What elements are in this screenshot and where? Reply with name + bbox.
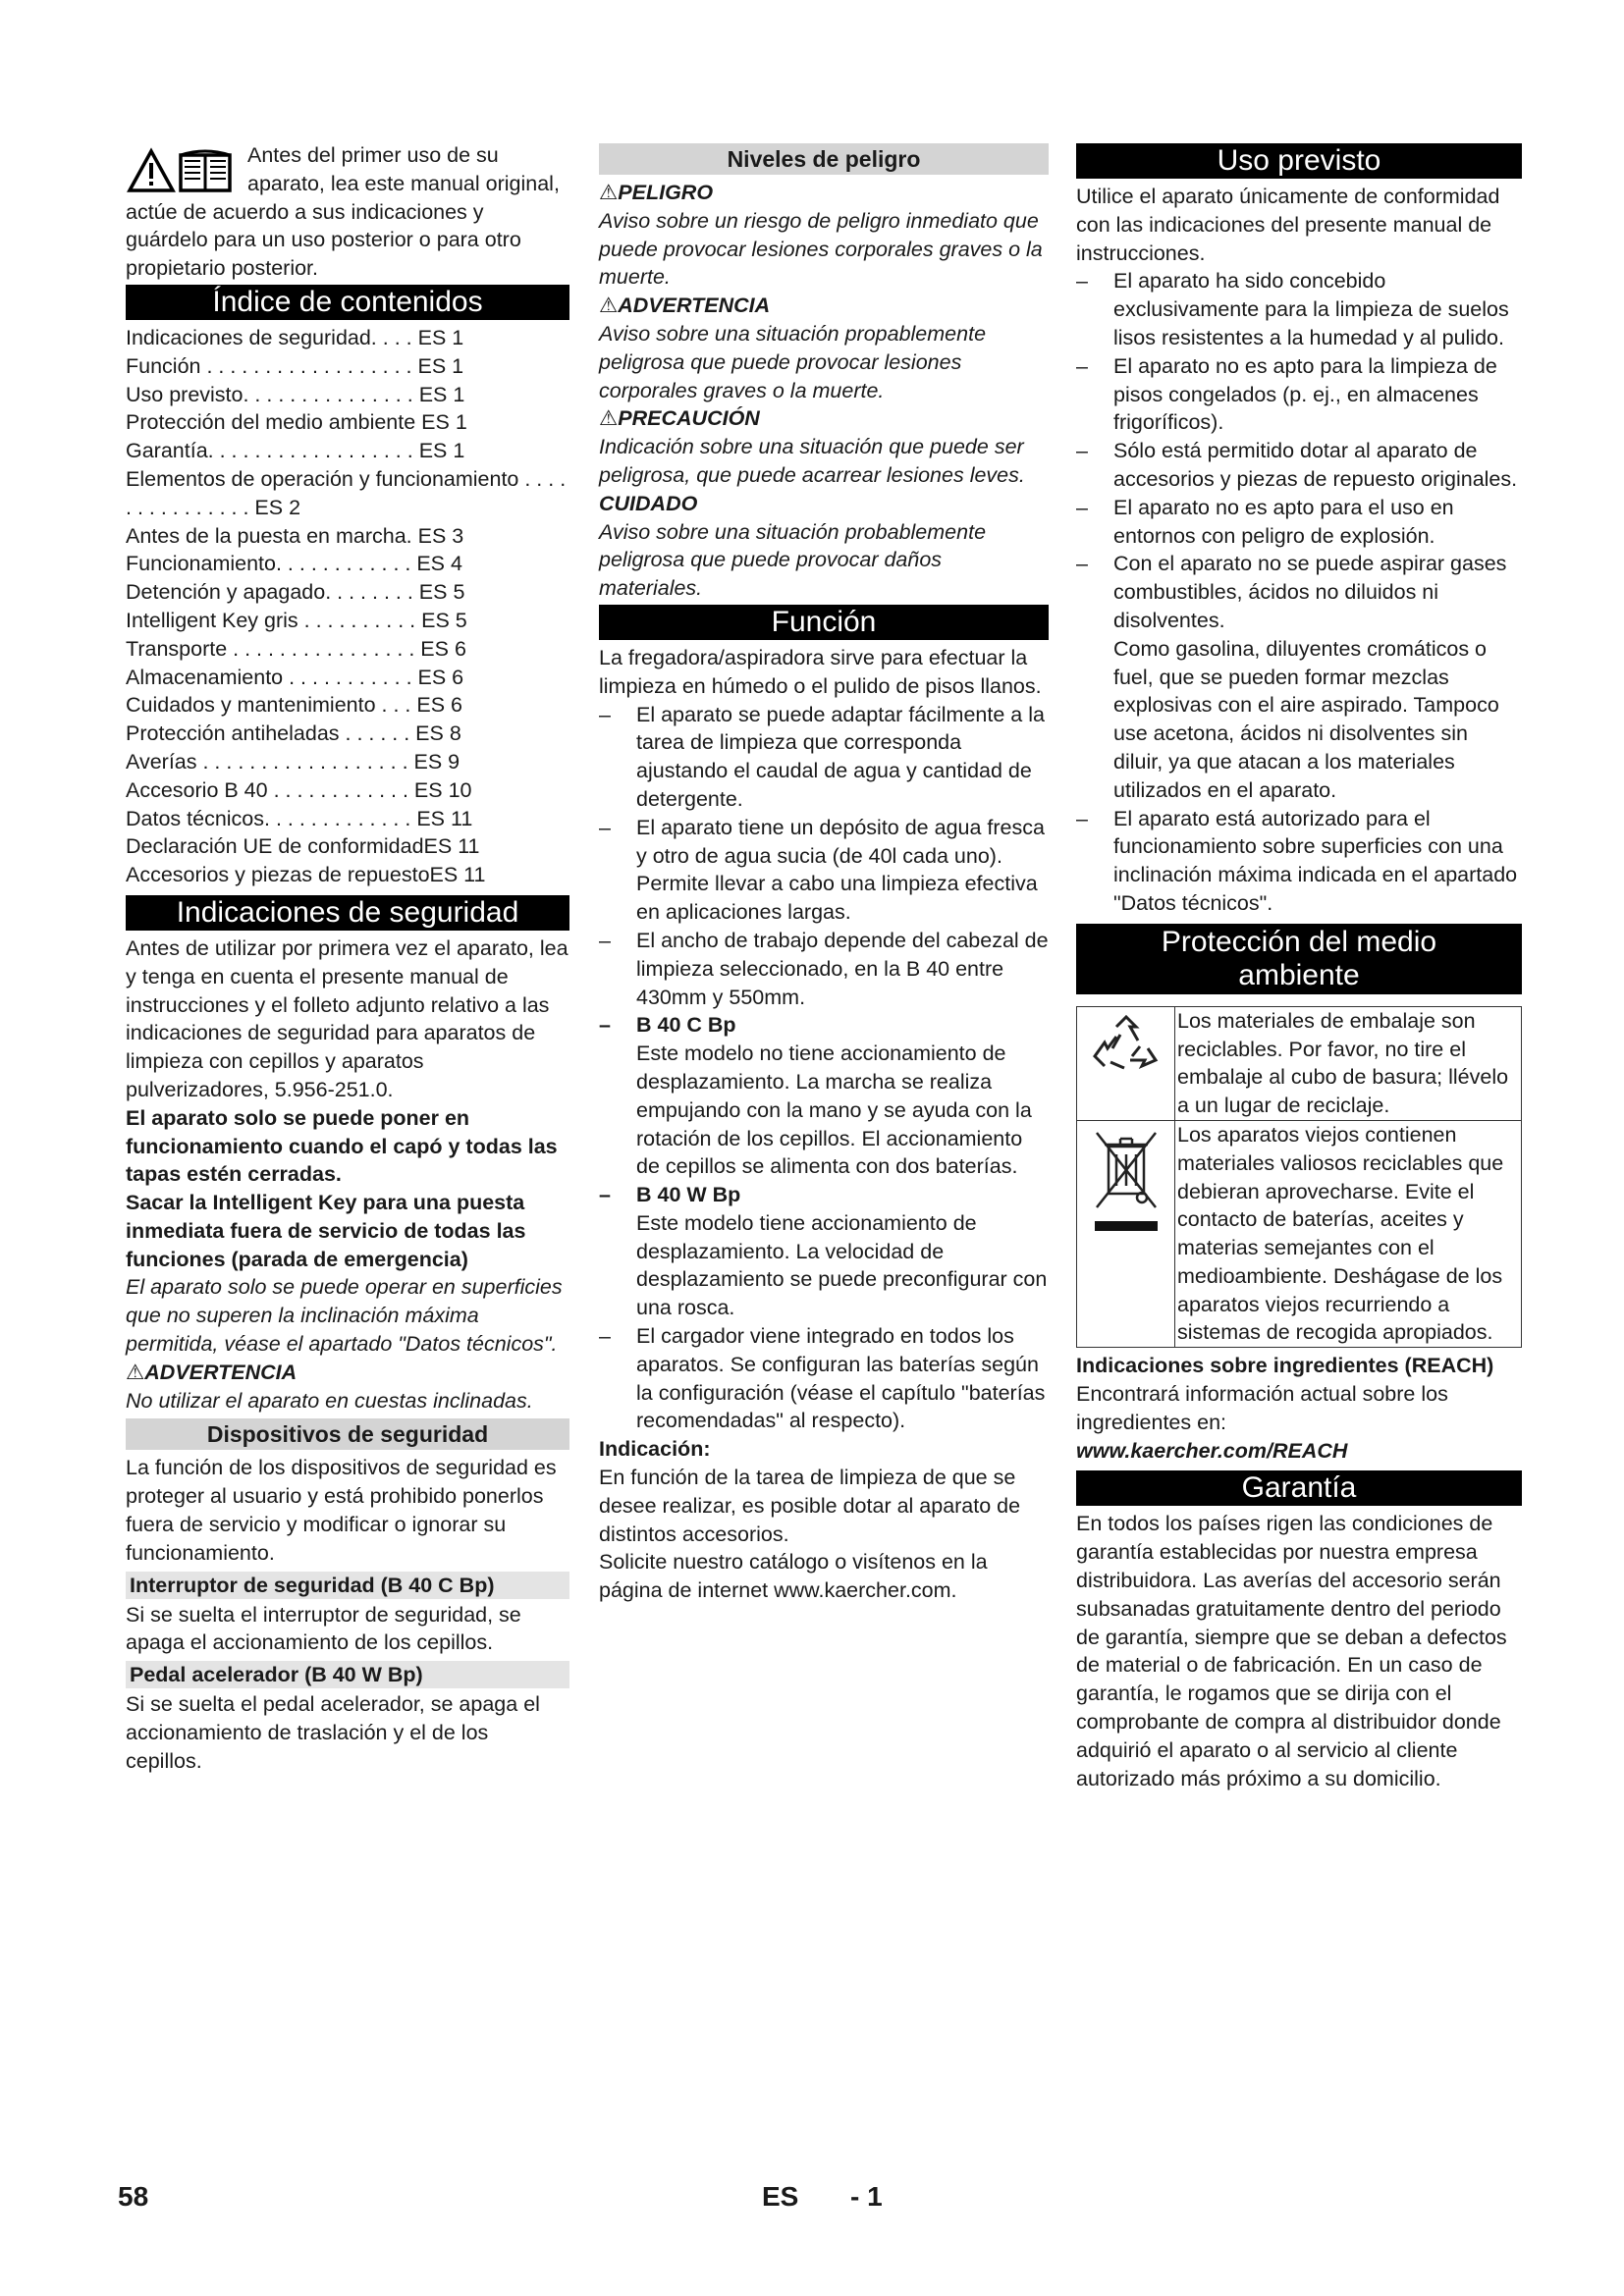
devices-heading: Dispositivos de seguridad — [126, 1418, 569, 1450]
use-item: – El aparato está autorizado para el funcionamiento sobre superficies con una inclinación máxima indicada en el apartado "Datos técnicos". — [1076, 806, 1518, 915]
function-item: – El aparato se puede adaptar fácilmente a la tarea de limpieza que corresponda ajustando el caudal de agua y cantidad de detergente. — [599, 702, 1045, 811]
safety-warning-label: ⚠ADVERTENCIA — [126, 1360, 298, 1384]
page-number: 58 — [118, 2181, 149, 2212]
b40w-label: – B 40 W Bp — [599, 1183, 741, 1207]
switch-text: Si se suelta el interruptor de seguridad, se apaga el accionamiento de los cepillos. — [126, 1602, 521, 1655]
toc-entry[interactable]: Indicaciones de seguridad. . . . ES 1 — [126, 325, 464, 349]
b40c-text: Este modelo no tiene accionamiento de desplazamiento. La marcha se realiza empujando con la mano y se ayuda con la rotación de los cepillos. El accionamiento de cepillos se alimenta con dos baterías. — [636, 1041, 1032, 1179]
note-label: Indicación: — [599, 1437, 711, 1462]
environment-table — [1076, 1006, 1522, 1349]
environment-heading: Protección del medio ambiente — [1076, 924, 1522, 994]
precaucion-text: Indicación sobre una situación que puede ser peligrosa, que puede acarrear lesiones leves. — [599, 435, 1025, 487]
old-devices-text: Los aparatos viejos contienen materiales valiosos reciclables que debieran aprovecharse. Evite el contacto de baterías, aceites y materias semejantes con el medioambiente. Deshágase de los aparatos viejos recurriendo a sistemas de recogida apropiados. — [1175, 1120, 1521, 1347]
toc-entry[interactable]: Accesorio B 40 . . . . . . . . . . . . ES 10 — [126, 777, 472, 802]
toc-entry[interactable]: Uso previsto. . . . . . . . . . . . . . . ES 1 — [126, 382, 465, 406]
wheelie-bin-crossed-icon — [1077, 1120, 1175, 1347]
charger-item: – El cargador viene integrado en todos los aparatos. Se configuran las baterías según la configuración (véase el capítulo "baterías recomendadas" al respecto). — [599, 1324, 1046, 1433]
intro-text: Antes del primer uso de su aparato, lea este manual original, actúe de acuerdo a sus indicaciones y guárdelo para un uso posterior o para otro propietario posterior. — [126, 143, 560, 281]
advertencia-text: Aviso sobre una situación propablemente peligrosa que puede provocar lesiones corporales graves o la muerte. — [599, 321, 987, 402]
toc-entry[interactable]: Protección del medio ambiente ES 1 — [126, 410, 467, 435]
use-heading: Uso previsto — [1076, 143, 1522, 179]
warranty-text: En todos los países rigen las condiciones de garantía establecidas por nuestra empresa distribuidora. Las averías del accesorio serán subsanadas gratuitamente dentro del periodo de garantía, siempre que se deban a defectos de material o de fabricación. En un caso de garantía, le rogamos que se dirija con el comprobante de compra al distribuidor donde adquirió el aparato o al servicio al cliente autorizado más próximo a su domicilio. — [1076, 1512, 1507, 1790]
footer-language: ES — [762, 2181, 799, 2212]
toc-entry[interactable]: Funcionamiento. . . . . . . . . . . . ES 4 — [126, 552, 462, 576]
use-item: – El aparato ha sido concebido exclusivamente para la limpieza de suelos lisos resistentes a la humedad y al pulido. — [1076, 269, 1509, 349]
toc-entry[interactable]: Detención y apagado. . . . . . . . ES 5 — [126, 580, 465, 605]
use-item: – El aparato no es apto para la limpieza de pisos congelados (p. ej., en almacenes frigoríficos). — [1076, 353, 1497, 435]
toc-entry[interactable]: Declaración UE de conformidadES 11 — [126, 834, 480, 859]
column-left — [126, 141, 569, 1776]
function-heading: Función — [599, 605, 1049, 640]
use-intro: Utilice el aparato únicamente de conformidad con las indicaciones del presente manual de instrucciones. — [1076, 185, 1500, 265]
pedal-text: Si se suelta el pedal acelerador, se apaga el accionamiento de traslación y el de los cepillos. — [126, 1692, 540, 1773]
peligro-text: Aviso sobre un riesgo de peligro inmediato que puede provocar lesiones corporales graves o la muerte. — [599, 208, 1043, 290]
warning-icon: ⚠ — [599, 406, 619, 431]
warning-icon: ⚠ — [599, 181, 619, 204]
advertencia-label: ⚠ADVERTENCIA — [599, 294, 771, 318]
function-item: – El ancho de trabajo depende del cabezal de limpieza seleccionado, en la B 40 entre 430mm y 550mm. — [599, 928, 1049, 1009]
toc-heading: Índice de contenidos — [126, 285, 569, 320]
b40w-text: Este modelo tiene accionamiento de desplazamiento. La velocidad de desplazamiento se puede preconfigurar con una rosca. — [636, 1210, 1048, 1320]
use-item: – Sólo está permitido dotar al aparato de accesorios y piezas de repuesto originales. — [1076, 439, 1518, 491]
toc-entry[interactable]: Almacenamiento . . . . . . . . . . . ES 6 — [126, 665, 464, 689]
pedal-subheading: Pedal acelerador (B 40 W Bp) — [126, 1661, 569, 1688]
note-text-2: Solicite nuestro catálogo o visítenos en la página de internet www.kaercher.com. — [599, 1550, 988, 1603]
switch-subheading: Interruptor de seguridad (B 40 C Bp) — [126, 1572, 569, 1599]
warning-manual-icon — [126, 141, 244, 194]
reach-link[interactable]: www.kaercher.com/REACH — [1076, 1438, 1348, 1463]
warranty-heading: Garantía — [1076, 1470, 1522, 1506]
danger-heading: Niveles de peligro — [599, 143, 1049, 175]
toc-entry[interactable]: Datos técnicos. . . . . . . . . . . . . ES 11 — [126, 806, 473, 830]
peligro-label: ⚠PELIGRO — [599, 181, 714, 204]
safety-text: Antes de utilizar por primera vez el aparato, lea y tenga en cuenta el presente manual de instrucciones y el folleto adjunto relativo a las indicaciones de seguridad para aparatos de limpieza con cepillos y aparatos pulverizadores, 5.956-251.0. — [126, 935, 568, 1101]
recycle-icon — [1077, 1007, 1175, 1120]
column-right — [1076, 141, 1522, 1792]
toc-entry[interactable]: Accesorios y piezas de repuestoES 11 — [126, 863, 486, 887]
safety-heading: Indicaciones de seguridad — [126, 895, 569, 931]
use-item: – El aparato no es apto para el uso en entornos con peligro de explosión. — [1076, 495, 1454, 548]
toc-entry[interactable]: Garantía. . . . . . . . . . . . . . . . . . ES 1 — [126, 439, 465, 463]
toc-entry[interactable]: Averías . . . . . . . . . . . . . . . . . . ES 9 — [126, 749, 460, 774]
toc-entry[interactable]: Protección antiheladas . . . . . . ES 8 — [126, 721, 461, 746]
toc-entry[interactable]: Elementos de operación y funcionamiento . . . . . . . . . . . . . . . ES 2 — [126, 466, 567, 519]
toc-entry[interactable]: Función . . . . . . . . . . . . . . . . . . ES 1 — [126, 353, 464, 378]
packaging-text: Los materiales de embalaje son reciclables. Por favor, no tire el embalaje al cubo de basura; llévelo a un lugar de reciclaje. — [1177, 1008, 1509, 1118]
use-item: – Con el aparato no se puede aspirar gases combustibles, ácidos no diluidos ni disolventes. — [1076, 552, 1507, 632]
footer-subpage: - 1 — [850, 2181, 883, 2212]
toc-entry[interactable]: Intelligent Key gris . . . . . . . . . . ES 5 — [126, 608, 467, 632]
devices-text: La función de los dispositivos de seguridad es proteger al usuario y está prohibido ponerlos fuera de servicio y modificar o ignorar su funcionamiento. — [126, 1456, 557, 1565]
toc-entry[interactable]: Antes de la puesta en marcha. ES 3 — [126, 523, 464, 548]
column-middle — [599, 141, 1049, 1605]
safety-bold-2: Sacar la Intelligent Key para una puesta inmediata fuera de servicio de todas las funciones (parada de emergencia) — [126, 1191, 526, 1271]
cuidado-label: CUIDADO — [599, 491, 698, 515]
reach-title: Indicaciones sobre ingredientes (REACH) — [1076, 1354, 1494, 1378]
intro-block — [126, 141, 569, 283]
cuidado-text: Aviso sobre una situación probablemente peligrosa que puede provocar daños materiales. — [599, 519, 987, 601]
safety-warning-text: No utilizar el aparato en cuestas inclinadas. — [126, 1388, 533, 1413]
toc-entry[interactable]: Transporte . . . . . . . . . . . . . . . . ES 6 — [126, 636, 466, 661]
warning-icon: ⚠ — [126, 1360, 145, 1384]
function-item: – El aparato tiene un depósito de agua fresca y otro de agua sucia (de 40l cada uno). Permite llevar a cabo una limpieza efectiva en aplicaciones largas. — [599, 815, 1045, 925]
warning-icon: ⚠ — [599, 294, 619, 318]
toc-entry[interactable]: Cuidados y mantenimiento . . . ES 6 — [126, 693, 462, 718]
safety-bold-1: El aparato solo se puede poner en funcionamiento cuando el capó y todas las tapas estén cerradas. — [126, 1105, 558, 1187]
b40c-label: – B 40 C Bp — [599, 1013, 736, 1038]
reach-text: Encontrará información actual sobre los ingredientes en: — [1076, 1382, 1448, 1434]
solvent-note: Como gasolina, diluyentes cromáticos o fuel, que se pueden formar mezclas explosivas con el aire aspirado. Tampoco use acetona, ácidos ni disolventes sin diluir, ya que atacan a los materiales utilizados en el aparato. — [1113, 636, 1499, 802]
toc-list — [126, 324, 569, 889]
note-text: En función de la tarea de limpieza de que se desee realizar, es posible dotar al aparato de distintos accesorios. — [599, 1466, 1021, 1546]
precaucion-label: ⚠PRECAUCIÓN — [599, 406, 760, 431]
safety-italic: El aparato solo se puede operar en superficies que no superen la inclinación máxima permitida, véase el apartado "Datos técnicos". — [126, 1275, 563, 1357]
function-intro: La fregadora/aspiradora sirve para efectuar la limpieza en húmedo o el pulido de pisos llanos. — [599, 645, 1042, 698]
